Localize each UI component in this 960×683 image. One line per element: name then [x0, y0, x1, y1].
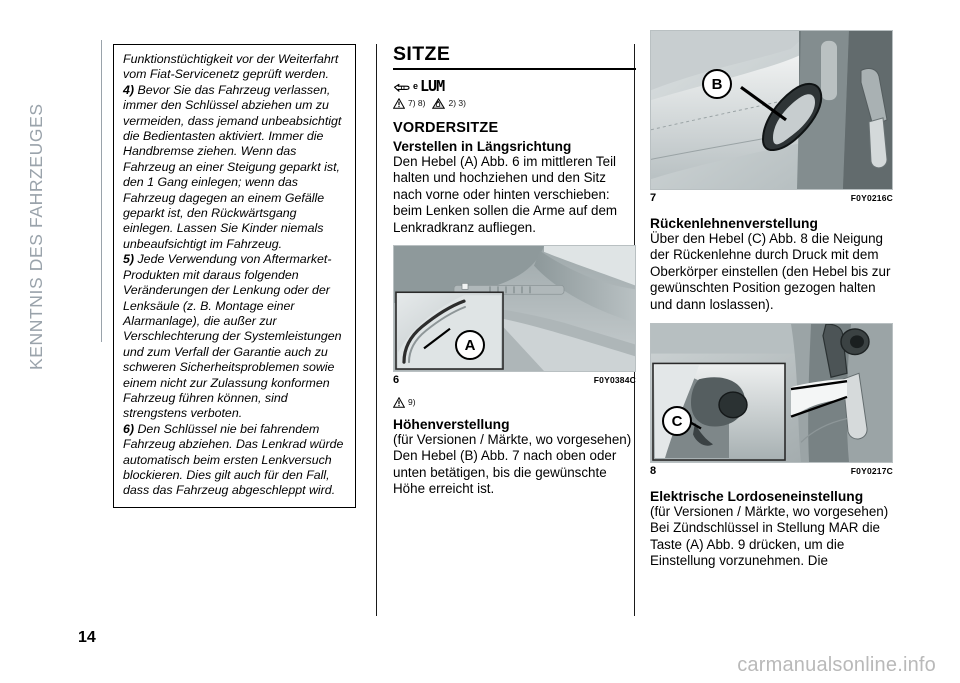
- column-one: [113, 44, 356, 508]
- warning-ref-number: 4): [123, 82, 135, 97]
- page-number: 14: [78, 629, 96, 646]
- seat-backrest-knob-illustration: [651, 324, 892, 462]
- topic-body-lumbar: Bei Zündschlüssel in Stellung MAR die Taste (A) Abb. 9 drücken, um die Einstellung vorzunehmen. Die: [650, 520, 880, 569]
- figure-6-caption: [393, 374, 636, 386]
- topic-body-height: Den Hebel (B) Abb. 7 nach oben oder unten betätigen, bis die gewünschte Höhe erreicht ist.: [393, 448, 617, 497]
- section-title-rule: [393, 68, 636, 70]
- height-warning-reference: 9): [408, 396, 416, 407]
- symbol-row-primary: [393, 77, 636, 94]
- caution-hand-icon: [432, 98, 445, 109]
- figure-8-callout-c: C: [662, 406, 692, 436]
- figure-6-callout-a: A: [455, 330, 485, 360]
- figure-7-caption: [650, 192, 893, 204]
- seat-height-lever-illustration: [651, 31, 892, 189]
- warning-triangle-icon: [393, 397, 405, 408]
- chapter-tab-label: KENNTNIS DES FAHRZEUGES: [26, 103, 46, 370]
- topic-heading-longitudinal: Verstellen in Längsrichtung: [393, 139, 572, 154]
- figure-6-number: 6: [393, 374, 400, 387]
- topic-heading-height: Höhenverstellung: [393, 417, 510, 433]
- figure-6: [393, 245, 636, 386]
- figure-8-image: [650, 323, 893, 463]
- figure-6-code: F0Y0384C: [593, 375, 636, 386]
- column-two: [393, 44, 636, 498]
- figure-7-code: F0Y0216C: [850, 193, 893, 203]
- watermark: carmanualsonline.info: [737, 654, 936, 676]
- figure-8-number: 8: [650, 465, 657, 478]
- warning-box: [113, 44, 356, 508]
- chapter-tab: [0, 40, 46, 370]
- topic-body-longitudinal: Den Hebel (A) Abb. 6 im mittleren Teil halten und hochziehen und den Sitz nach vorne oder hinten verschieben: beim Lenken sollen die Arme auf dem Lenkradkranz aufliegen.: [393, 154, 618, 235]
- caution-reference-numbers: 2) 3): [448, 97, 466, 108]
- subsection-title: VORDERSITZE: [393, 120, 499, 136]
- topic-availability-height: (für Versionen / Märkte, wo vorgesehen): [393, 432, 632, 448]
- pointing-hand-icon: [393, 80, 411, 94]
- glyph-block-mark: LUM: [420, 77, 445, 95]
- figure-8-caption: [650, 465, 893, 477]
- warning-ref-number: 5): [123, 252, 135, 267]
- figure-7-number: 7: [650, 192, 657, 204]
- figure-7: [650, 30, 893, 204]
- section-title: SITZE: [393, 43, 451, 65]
- symbol-row-references: [393, 96, 636, 110]
- figure-7-image: [650, 30, 893, 190]
- topic-heading-lumbar: Elektrische Lordoseneinstellung: [650, 489, 864, 505]
- figure-6-image: [393, 245, 636, 372]
- figure-7-callout-b: B: [702, 69, 732, 99]
- warning-reference-numbers: 7) 8): [408, 97, 426, 108]
- column-divider-1: [376, 44, 377, 616]
- chapter-tab-rule: [101, 40, 102, 342]
- topic-heading-backrest: Rückenlehnenverstellung: [650, 216, 818, 231]
- glyph-e-mark: e: [413, 81, 419, 91]
- symbol-row-height-warning: [393, 395, 636, 409]
- seat-lever-illustration: [394, 246, 635, 371]
- warning-ref-number: 6): [123, 421, 135, 436]
- warning-paragraph: 5) Jede Verwendung von Aftermarket-Produkten mit daraus folgenden Veränderungen der Lenkung oder der Lenksäule (z. B. Montage einer Alarmanlage), die außer zur Verschlechterung der Systemleistungen und zum Verfall der Garantie auch zu schweren Sicherheitsproblemen sowie einem nicht zur Zulassung konformen Fahrzeug führen können, sind strengstens verboten.: [123, 252, 342, 421]
- figure-8: [650, 323, 893, 477]
- topic-body-backrest: Über den Hebel (C) Abb. 8 die Neigung der Rückenlehne durch Druck mit dem Oberkörper einstellen (den Hebel bis zur gewünschten Position gezogen halten und dann loslassen).: [650, 231, 891, 312]
- figure-8-code: F0Y0217C: [850, 466, 893, 477]
- warning-paragraph: Funktionstüchtigkeit vor der Weiterfahrt vom Fiat-Servicenetz geprüft werden.: [123, 52, 339, 82]
- warning-paragraph: 4) Bevor Sie das Fahrzeug verlassen, immer den Schlüssel abziehen um zu vermeiden, dass jemand unbeabsichtigt die Bedientasten aktiviert. Immer die Handbremse ziehen. Wenn das Fahrzeug an einer Steigung geparkt ist, den 1 Gang einlegen; wenn das Fahrzeug dagegen an einem Gefälle geparkt ist, den Rückwärtsgang einlegen. Lassen Sie Kinder niemals unbeaufsichtigt im Fahrzeug.: [123, 82, 342, 251]
- column-three: [650, 30, 893, 570]
- topic-availability-lumbar: (für Versionen / Märkte, wo vorgesehen): [650, 504, 889, 520]
- warning-paragraph: 6) Den Schlüssel nie bei fahrendem Fahrzeug abziehen. Das Lenkrad würde automatisch beim ersten Lenkversuch blockieren. Dies gilt auch für den Fall, dass das Fahrzeug abgeschleppt wird.: [123, 421, 344, 498]
- warning-triangle-icon: [393, 98, 405, 109]
